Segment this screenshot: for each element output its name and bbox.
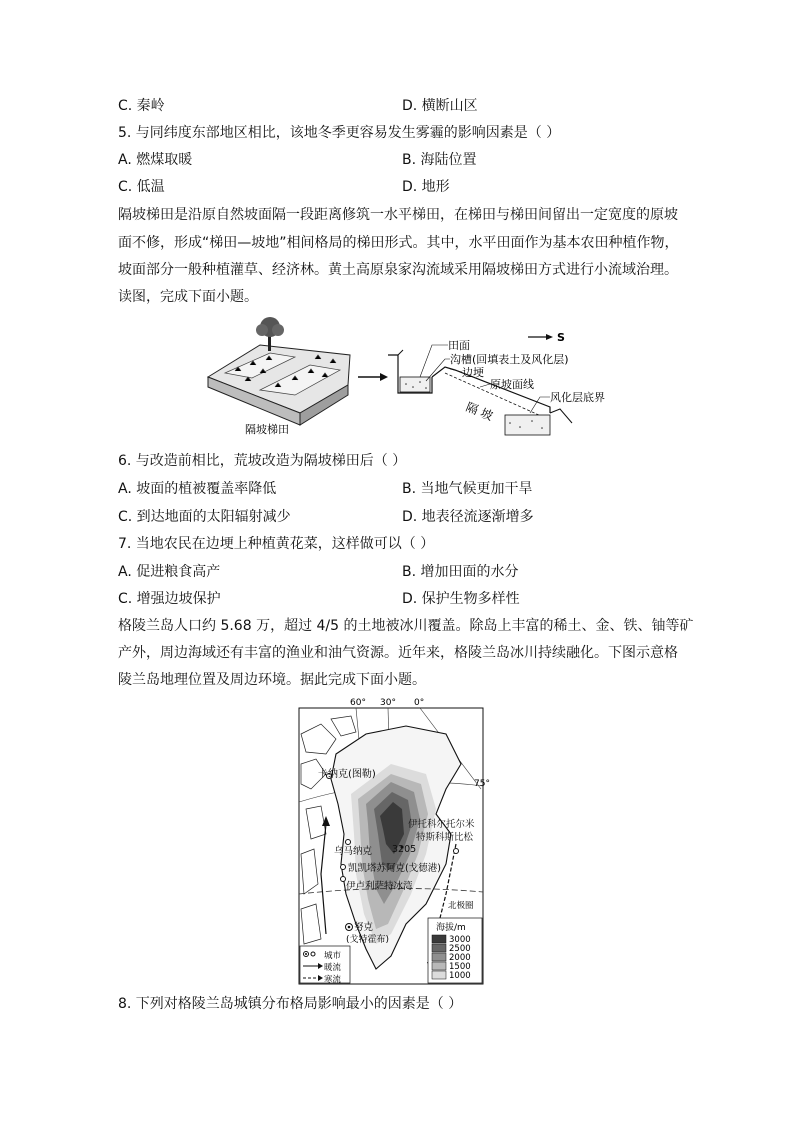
- label-original-slope: 原坡面线: [490, 378, 534, 391]
- terrace-caption: 隔坡梯田: [245, 423, 289, 436]
- legend-symbols: [300, 946, 350, 985]
- city-marker: [454, 849, 459, 854]
- q7-option-a: A. 促进粮食高产: [118, 564, 221, 580]
- elevation-level-label: 1500: [449, 962, 471, 972]
- q5-option-c: C. 低温: [118, 179, 165, 195]
- lon-0-label: 0°: [414, 698, 425, 708]
- city-marker: [346, 840, 351, 845]
- q6-stem: 6. 与改造前相比，荒坡改造为隔坡梯田后（ ）: [118, 453, 407, 469]
- elevation-level-label: 2000: [449, 953, 471, 963]
- elevation-swatch: [432, 935, 446, 943]
- q7-stem: 7. 当地农民在边埂上种植黄花菜，这样做可以（ ）: [118, 536, 435, 552]
- q8-stem: 8. 下列对格陵兰岛城镇分布格局影响最小的因素是（ ）: [118, 996, 463, 1012]
- q4-option-d: D. 横断山区: [402, 98, 478, 114]
- city-marker: [341, 865, 346, 870]
- elevation-level-label: 2500: [449, 944, 471, 954]
- arctic-circle-label: 北极圈: [448, 901, 474, 911]
- label-weathering-bottom: 风化层底界: [550, 391, 605, 404]
- passage1-line1: 隔坡梯田是沿原自然坡面隔一段距离修筑一水平梯田，在梯田与梯田间留出一定宽度的原坡: [118, 207, 678, 223]
- label-ridge: 边埂: [462, 366, 484, 379]
- passage2-line3: 陵兰岛地理位置及周边环境。据此完成下面小题。: [118, 672, 426, 688]
- q5-option-a: A. 燃煤取暖: [118, 152, 193, 168]
- terrace-figure: [200, 315, 605, 440]
- q6-option-b: B. 当地气候更加干旱: [402, 481, 533, 497]
- elevation-level-label: 1000: [449, 971, 471, 981]
- lat-75-label: 75°: [474, 779, 490, 789]
- elevation-swatch: [432, 971, 446, 979]
- lon-60-label: 60°: [350, 698, 366, 708]
- label-south: S: [557, 331, 565, 344]
- legend-cold-label: 寒流: [324, 975, 342, 985]
- bay-label-ilulissat: 伊卢利萨特冰湾: [346, 881, 413, 892]
- q6-option-a: A. 坡面的植被覆盖率降低: [118, 481, 277, 497]
- q7-option-c: C. 增强边坡保护: [118, 591, 221, 607]
- legend-elevation-title: 海拔/m: [436, 923, 466, 933]
- lon-30-label: 30°: [380, 698, 396, 708]
- passage2-line1: 格陵兰岛人口约 5.68 万，超过 4/5 的土地被冰川覆盖。除岛上丰富的稀土、金、铁、铀等矿: [118, 618, 694, 634]
- city-label-nuuk: 努克: [354, 922, 374, 933]
- passage1-line3: 坡面部分一般种植灌草、经济林。黄土高原泉家沟流域采用隔坡梯田方式进行小流域治理。: [118, 262, 678, 278]
- city-label-ittoqqortoormiit: 伊托科尔托尔米: [408, 819, 475, 830]
- label-field-surface: 田面: [448, 339, 470, 352]
- q6-option-d: D. 地表径流逐渐增多: [402, 509, 534, 525]
- elevation-swatch: [432, 962, 446, 970]
- legend-elevation: [428, 918, 482, 983]
- label-ditch: 沟槽(回填表土及风化层): [450, 353, 569, 366]
- passage1-line2: 面不修，形成“梯田—坡地”相间格局的梯田形式。其中，水平田面作为基本农田种植作物，: [118, 235, 679, 251]
- q5-option-d: D. 地形: [402, 179, 450, 195]
- label-interval-slope: 隔 坡: [463, 399, 495, 424]
- elevation-level-label: 3000: [449, 935, 471, 945]
- city-label-qaanaaq: 卡纳克(图勒): [318, 769, 376, 780]
- city-label-scoresbysund: 特斯科斯比松: [416, 832, 474, 843]
- q5-stem: 5. 与同纬度东部地区相比，该地冬季更容易发生雾霾的影响因素是（ ）: [118, 125, 561, 141]
- q7-option-b: B. 增加田面的水分: [402, 564, 519, 580]
- q5-option-b: B. 海陆位置: [402, 152, 477, 168]
- city-label-godthab: (戈特霍布): [346, 935, 390, 945]
- terrace-block-diagram: [208, 317, 350, 425]
- peak-elevation-label: 3205: [392, 844, 417, 855]
- elevation-swatch: [432, 953, 446, 961]
- q7-option-d: D. 保护生物多样性: [402, 591, 520, 607]
- q6-option-c: C. 到达地面的太阳辐射减少: [118, 509, 291, 525]
- city-label-uummannaq: 乌马纳克: [334, 846, 373, 857]
- elevation-swatch: [432, 944, 446, 952]
- q4-option-c: C. 秦岭: [118, 98, 165, 114]
- city-marker: [341, 877, 346, 882]
- greenland-map: [296, 694, 490, 986]
- legend-warm-label: 暖流: [324, 963, 342, 973]
- passage2-line2: 产外，周边海域还有丰富的渔业和油气资源。近年来，格陵兰岛冰川持续融化。下图示意格: [118, 645, 678, 661]
- legend-city-label: 城市: [324, 951, 342, 961]
- passage1-line4: 读图，完成下面小题。: [118, 289, 258, 305]
- city-label-qeqertarsuaq: 凯凯塔苏阿克(戈德港): [348, 863, 441, 874]
